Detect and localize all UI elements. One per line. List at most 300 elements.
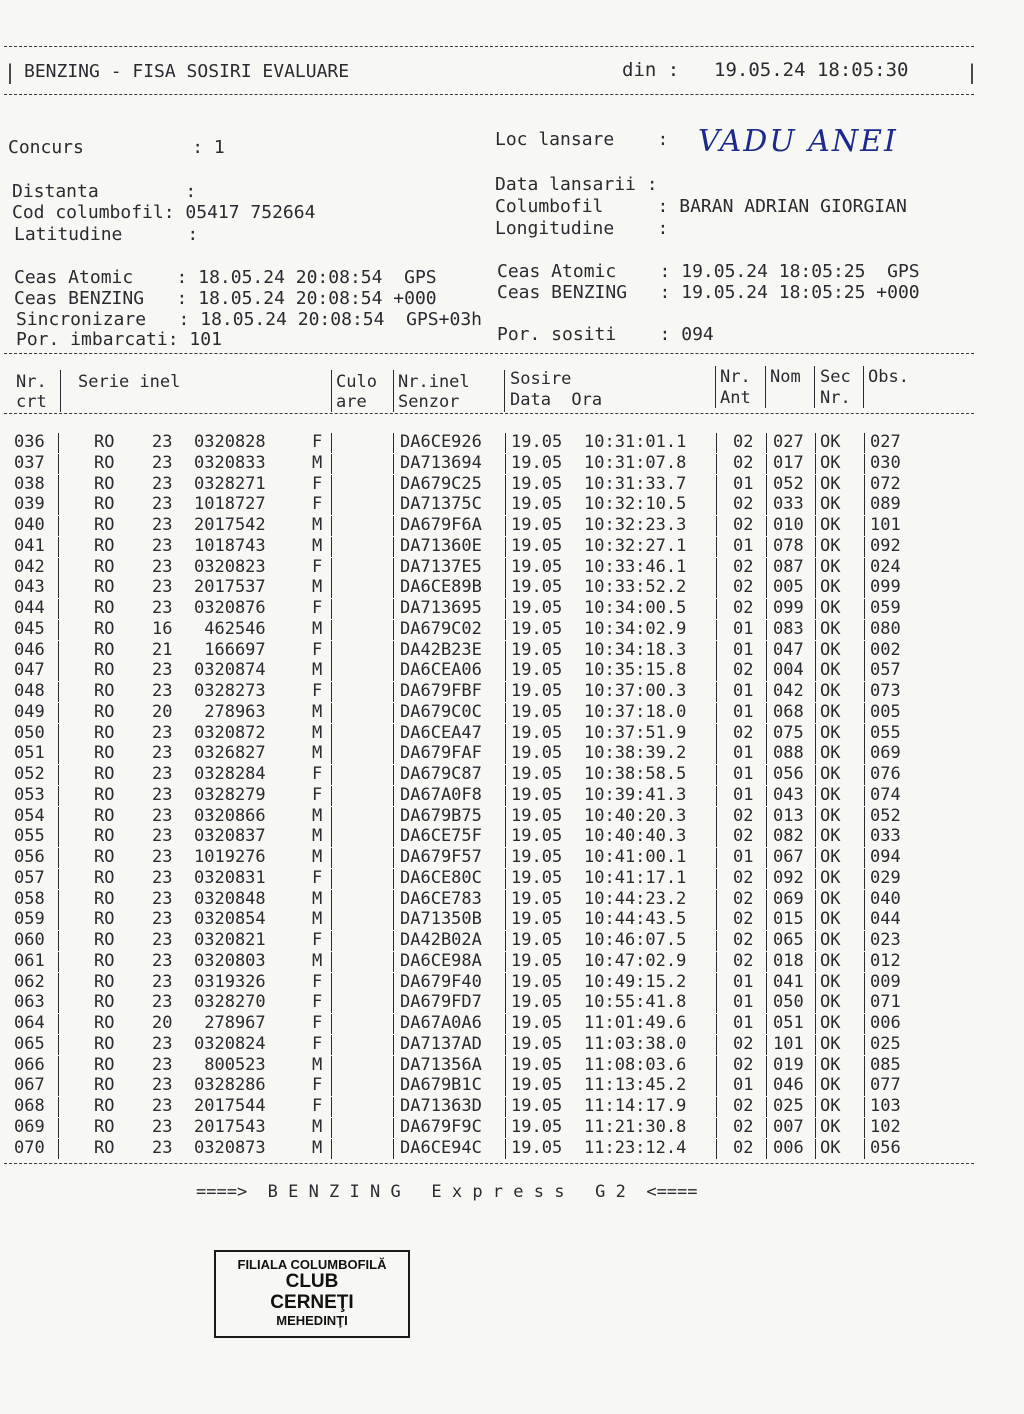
cell-ring: 1018743 <box>194 535 266 556</box>
cell-ring: 278967 <box>194 1013 266 1033</box>
cell-year: 23 <box>152 1137 173 1158</box>
column-separator <box>58 910 59 930</box>
cell-country: RO <box>94 681 115 701</box>
cell-country: RO <box>94 618 115 639</box>
cell-time: 10:32:27.1 <box>584 535 687 556</box>
ceas-atomic-right: Ceas Atomic : 19.05.24 18:05:25 GPS <box>497 261 920 282</box>
cell-ring: 0320823 <box>194 556 266 577</box>
cell-sex: F <box>312 494 323 515</box>
cell-nom: 033 <box>773 494 804 515</box>
column-separator <box>766 993 767 1013</box>
column-separator <box>815 931 816 951</box>
cell-sensor: DA679F9C <box>400 1116 482 1137</box>
column-separator <box>58 475 59 495</box>
hdr-sep <box>504 370 505 412</box>
cell-year: 23 <box>152 660 173 681</box>
column-separator <box>505 454 506 474</box>
column-separator <box>505 786 506 806</box>
cell-sec: OK <box>820 764 841 784</box>
cell-obs: 057 <box>870 660 901 681</box>
cell-antenna: 01 <box>733 847 754 867</box>
column-separator <box>505 765 506 785</box>
cell-year: 23 <box>152 577 173 598</box>
cell-antenna: 01 <box>733 971 754 992</box>
cell-nr: 066 <box>14 1054 45 1075</box>
cell-antenna: 02 <box>733 888 754 909</box>
column-separator <box>331 537 332 557</box>
column-separator <box>58 558 59 578</box>
cell-date: 19.05 <box>511 494 563 515</box>
cell-sensor: DA679B1C <box>400 1075 482 1096</box>
column-separator <box>58 744 59 764</box>
cell-sensor: DA679C02 <box>400 618 482 639</box>
column-separator <box>393 475 394 495</box>
cell-country: RO <box>94 452 115 473</box>
longitudine-field: Longitudine : <box>495 218 669 239</box>
column-separator <box>864 765 865 785</box>
cell-nom: 065 <box>773 930 804 950</box>
cell-ring: 0328273 <box>194 681 266 701</box>
cell-sex: M <box>312 722 323 743</box>
cell-obs: 102 <box>870 1116 901 1137</box>
column-separator <box>505 620 506 640</box>
cod-columbofil-field: Cod columbofil: 05417 752664 <box>12 202 316 223</box>
footer-banner: ====> B E N Z I N G E x p r e s s G 2 <==== <box>196 1182 698 1202</box>
cell-year: 23 <box>152 743 173 764</box>
cell-ring: 0328284 <box>194 764 266 784</box>
column-separator <box>393 433 394 453</box>
column-separator <box>766 1014 767 1034</box>
cell-country: RO <box>94 515 115 535</box>
cell-obs: 080 <box>870 618 901 639</box>
column-separator <box>58 433 59 453</box>
cell-sensor: DA67A0F8 <box>400 784 482 805</box>
cell-antenna: 01 <box>733 1075 754 1096</box>
cell-sec: OK <box>820 1075 841 1096</box>
cell-country: RO <box>94 556 115 577</box>
cell-year: 23 <box>152 598 173 618</box>
column-separator <box>716 682 717 702</box>
column-separator <box>716 661 717 681</box>
cell-sex: F <box>312 639 323 660</box>
column-separator <box>766 475 767 495</box>
column-separator <box>58 848 59 868</box>
cell-sensor: DA679FD7 <box>400 992 482 1013</box>
column-separator <box>505 931 506 951</box>
cell-sensor: DA71350B <box>400 909 482 930</box>
column-separator <box>864 454 865 474</box>
column-separator <box>766 827 767 847</box>
column-separator <box>716 1097 717 1117</box>
column-separator <box>393 578 394 598</box>
cell-obs: 012 <box>870 950 901 971</box>
cell-year: 23 <box>152 722 173 743</box>
column-separator <box>864 1035 865 1055</box>
cell-ring: 0320876 <box>194 598 266 618</box>
cell-sex: M <box>312 1137 323 1158</box>
cell-nom: 046 <box>773 1075 804 1096</box>
column-separator <box>393 765 394 785</box>
column-separator <box>815 1035 816 1055</box>
column-separator <box>716 973 717 993</box>
column-separator <box>393 827 394 847</box>
column-separator <box>505 1056 506 1076</box>
cell-sec: OK <box>820 992 841 1013</box>
column-separator <box>864 744 865 764</box>
column-separator <box>505 1097 506 1117</box>
column-separator <box>864 993 865 1013</box>
column-separator <box>864 931 865 951</box>
column-separator <box>815 869 816 889</box>
cell-sec: OK <box>820 556 841 577</box>
cell-sensor: DA679B75 <box>400 805 482 826</box>
stamp-line-1: FILIALA COLUMBOFILĂ <box>237 1257 387 1272</box>
column-separator <box>393 661 394 681</box>
stamp-line-4: MEHEDINŢI <box>276 1313 348 1329</box>
cell-nr: 068 <box>14 1096 45 1116</box>
cell-nr: 064 <box>14 1013 45 1033</box>
cell-date: 19.05 <box>511 950 563 971</box>
column-separator <box>505 1035 506 1055</box>
column-separator <box>815 1118 816 1138</box>
column-separator <box>766 641 767 661</box>
column-separator <box>331 620 332 640</box>
column-separator <box>815 1076 816 1096</box>
cell-obs: 069 <box>870 743 901 764</box>
column-separator <box>331 1035 332 1055</box>
column-separator <box>766 910 767 930</box>
column-separator <box>331 724 332 744</box>
column-separator <box>505 993 506 1013</box>
cell-sec: OK <box>820 722 841 743</box>
column-separator <box>864 703 865 723</box>
cell-sensor: DA6CE80C <box>400 867 482 888</box>
cell-time: 10:40:40.3 <box>584 826 687 847</box>
cell-obs: 099 <box>870 577 901 598</box>
column-separator <box>766 703 767 723</box>
column-separator <box>331 1118 332 1138</box>
cell-time: 11:01:49.6 <box>584 1013 687 1033</box>
cell-ring: 0320831 <box>194 867 266 888</box>
cell-date: 19.05 <box>511 598 563 618</box>
cell-sec: OK <box>820 950 841 971</box>
column-separator <box>716 993 717 1013</box>
cell-sex: M <box>312 515 323 535</box>
cell-country: RO <box>94 660 115 681</box>
cell-antenna: 01 <box>733 764 754 784</box>
column-separator <box>331 931 332 951</box>
cell-sec: OK <box>820 452 841 473</box>
column-separator <box>393 703 394 723</box>
column-separator <box>716 537 717 557</box>
cell-ring: 0320872 <box>194 722 266 743</box>
cell-ring: 2017544 <box>194 1096 266 1116</box>
hdr-sep <box>393 370 394 412</box>
cell-time: 10:34:18.3 <box>584 639 687 660</box>
cell-date: 19.05 <box>511 971 563 992</box>
column-separator <box>716 931 717 951</box>
column-separator <box>393 1139 394 1159</box>
cell-year: 23 <box>152 1096 173 1116</box>
column-separator <box>505 1118 506 1138</box>
cell-sex: M <box>312 577 323 598</box>
club-stamp <box>214 1250 410 1338</box>
column-separator <box>331 433 332 453</box>
cell-obs: 056 <box>870 1137 901 1158</box>
cell-country: RO <box>94 1075 115 1096</box>
cell-time: 10:37:18.0 <box>584 701 687 722</box>
column-separator <box>58 973 59 993</box>
column-separator <box>331 973 332 993</box>
cell-antenna: 02 <box>733 1116 754 1137</box>
cell-nom: 101 <box>773 1033 804 1054</box>
column-separator <box>393 641 394 661</box>
cell-sensor: DA6CE926 <box>400 432 482 452</box>
cell-time: 10:33:46.1 <box>584 556 687 577</box>
cell-sec: OK <box>820 1137 841 1158</box>
cell-sec: OK <box>820 930 841 950</box>
column-separator <box>58 1118 59 1138</box>
cell-date: 19.05 <box>511 515 563 535</box>
column-separator <box>505 475 506 495</box>
column-separator <box>815 661 816 681</box>
cell-nom: 007 <box>773 1116 804 1137</box>
table-header-divider <box>4 413 974 414</box>
cell-sec: OK <box>820 639 841 660</box>
cell-year: 23 <box>152 930 173 950</box>
cell-antenna: 01 <box>733 681 754 701</box>
cell-date: 19.05 <box>511 1054 563 1075</box>
cell-obs: 044 <box>870 909 901 930</box>
cell-antenna: 02 <box>733 494 754 515</box>
column-separator <box>766 807 767 827</box>
cell-nom: 042 <box>773 681 804 701</box>
column-separator <box>716 1056 717 1076</box>
columbofil-field: Columbofil : BARAN ADRIAN GIORGIAN <box>495 196 907 217</box>
column-separator <box>505 744 506 764</box>
column-separator <box>58 1056 59 1076</box>
cell-ring: 0320873 <box>194 1137 266 1158</box>
cell-date: 19.05 <box>511 618 563 639</box>
loc-lansare-label: Loc lansare : <box>495 129 669 150</box>
column-separator <box>393 807 394 827</box>
cell-sensor: DA42B02A <box>400 930 482 950</box>
column-separator <box>716 599 717 619</box>
top-divider <box>4 46 974 47</box>
cell-sensor: DA42B23E <box>400 639 482 660</box>
column-separator <box>58 516 59 536</box>
cell-sensor: DA6CE98A <box>400 950 482 971</box>
imbarcati-field: Por. imbarcati: 101 <box>16 329 222 350</box>
column-separator <box>505 558 506 578</box>
cell-year: 21 <box>152 639 173 660</box>
cell-nom: 004 <box>773 660 804 681</box>
header-right-bar: | <box>966 60 979 84</box>
cell-sec: OK <box>820 432 841 452</box>
cell-date: 19.05 <box>511 722 563 743</box>
column-separator <box>331 682 332 702</box>
cell-sex: F <box>312 992 323 1013</box>
column-separator <box>864 869 865 889</box>
cell-year: 23 <box>152 971 173 992</box>
report-title: BENZING - FISA SOSIRI EVALUARE <box>24 61 350 82</box>
cell-sex: M <box>312 535 323 556</box>
column-separator <box>393 599 394 619</box>
col-header-nrinel: Nr.inel <box>398 372 470 392</box>
cell-sensor: DA679F40 <box>400 971 482 992</box>
cell-date: 19.05 <box>511 1096 563 1116</box>
cell-country: RO <box>94 494 115 515</box>
column-separator <box>331 1076 332 1096</box>
cell-antenna: 02 <box>733 867 754 888</box>
cell-nom: 083 <box>773 618 804 639</box>
cell-ring: 0319326 <box>194 971 266 992</box>
cell-ring: 0320866 <box>194 805 266 826</box>
cell-nr: 042 <box>14 556 45 577</box>
column-separator <box>58 599 59 619</box>
cell-sec: OK <box>820 473 841 494</box>
cell-time: 10:49:15.2 <box>584 971 687 992</box>
column-separator <box>815 1014 816 1034</box>
cell-obs: 055 <box>870 722 901 743</box>
cell-time: 10:32:23.3 <box>584 515 687 535</box>
cell-nr: 056 <box>14 847 45 867</box>
cell-time: 10:31:33.7 <box>584 473 687 494</box>
cell-country: RO <box>94 805 115 826</box>
cell-year: 23 <box>152 1075 173 1096</box>
column-separator <box>58 890 59 910</box>
cell-sec: OK <box>820 535 841 556</box>
cell-nr: 065 <box>14 1033 45 1054</box>
column-separator <box>331 786 332 806</box>
column-separator <box>331 952 332 972</box>
cell-time: 10:34:02.9 <box>584 618 687 639</box>
cell-nom: 015 <box>773 909 804 930</box>
column-separator <box>393 910 394 930</box>
column-separator <box>331 475 332 495</box>
column-separator <box>505 973 506 993</box>
cell-nr: 060 <box>14 930 45 950</box>
cell-ring: 0328279 <box>194 784 266 805</box>
cell-sec: OK <box>820 1096 841 1116</box>
column-separator <box>393 724 394 744</box>
cell-nom: 069 <box>773 888 804 909</box>
cell-year: 23 <box>152 494 173 515</box>
column-separator <box>864 578 865 598</box>
column-separator <box>58 578 59 598</box>
cell-year: 20 <box>152 701 173 722</box>
column-separator <box>58 495 59 515</box>
column-separator <box>766 454 767 474</box>
cell-obs: 089 <box>870 494 901 515</box>
cell-year: 23 <box>152 784 173 805</box>
cell-date: 19.05 <box>511 1116 563 1137</box>
hdr-sep <box>331 370 332 412</box>
cell-nom: 047 <box>773 639 804 660</box>
column-separator <box>864 786 865 806</box>
cell-time: 10:38:58.5 <box>584 764 687 784</box>
cell-nom: 092 <box>773 867 804 888</box>
cell-sec: OK <box>820 805 841 826</box>
col-header-sec: Sec <box>820 367 851 387</box>
cell-time: 10:37:00.3 <box>584 681 687 701</box>
col-header-ant: Ant <box>720 388 751 408</box>
col-header-culo: Culo <box>336 372 377 392</box>
cell-sex: F <box>312 1075 323 1096</box>
cell-time: 11:08:03.6 <box>584 1054 687 1075</box>
column-separator <box>58 931 59 951</box>
cell-year: 23 <box>152 1033 173 1054</box>
column-separator <box>815 724 816 744</box>
column-separator <box>815 475 816 495</box>
column-separator <box>58 786 59 806</box>
cell-time: 10:55:41.8 <box>584 992 687 1013</box>
cell-sensor: DA6CEA47 <box>400 722 482 743</box>
column-separator <box>393 495 394 515</box>
cell-time: 10:41:00.1 <box>584 847 687 867</box>
cell-sex: M <box>312 909 323 930</box>
cell-date: 19.05 <box>511 556 563 577</box>
cell-sensor: DA679F57 <box>400 847 482 867</box>
cell-time: 10:44:23.2 <box>584 888 687 909</box>
column-separator <box>864 807 865 827</box>
cell-antenna: 02 <box>733 1033 754 1054</box>
cell-nom: 052 <box>773 473 804 494</box>
column-separator <box>505 537 506 557</box>
column-separator <box>505 1014 506 1034</box>
cell-antenna: 01 <box>733 1013 754 1033</box>
cell-date: 19.05 <box>511 847 563 867</box>
col-header-nr-ant: Nr. <box>720 367 751 387</box>
column-separator <box>331 1056 332 1076</box>
cell-nr: 047 <box>14 660 45 681</box>
column-separator <box>393 973 394 993</box>
table-bottom-divider <box>4 1163 974 1164</box>
column-separator <box>716 1139 717 1159</box>
cell-ring: 1018727 <box>194 494 266 515</box>
cell-obs: 103 <box>870 1096 901 1116</box>
column-separator <box>331 744 332 764</box>
column-separator <box>766 599 767 619</box>
cell-country: RO <box>94 473 115 494</box>
cell-country: RO <box>94 764 115 784</box>
column-separator <box>58 1139 59 1159</box>
cell-nr: 049 <box>14 701 45 722</box>
cell-year: 20 <box>152 1013 173 1033</box>
column-separator <box>393 931 394 951</box>
column-separator <box>716 786 717 806</box>
cell-obs: 033 <box>870 826 901 847</box>
cell-antenna: 01 <box>733 784 754 805</box>
cell-ring: 0320874 <box>194 660 266 681</box>
cell-date: 19.05 <box>511 784 563 805</box>
cell-date: 19.05 <box>511 826 563 847</box>
cell-sensor: DA71375C <box>400 494 482 515</box>
cell-antenna: 02 <box>733 452 754 473</box>
column-separator <box>716 890 717 910</box>
column-separator <box>766 620 767 640</box>
column-separator <box>864 495 865 515</box>
column-separator <box>864 599 865 619</box>
sositi-field: Por. sositi : 094 <box>497 324 714 345</box>
cell-ring: 0320854 <box>194 909 266 930</box>
column-separator <box>716 1035 717 1055</box>
cell-country: RO <box>94 992 115 1013</box>
cell-nom: 010 <box>773 515 804 535</box>
cell-ring: 0320821 <box>194 930 266 950</box>
cell-sex: F <box>312 971 323 992</box>
cell-nr: 053 <box>14 784 45 805</box>
